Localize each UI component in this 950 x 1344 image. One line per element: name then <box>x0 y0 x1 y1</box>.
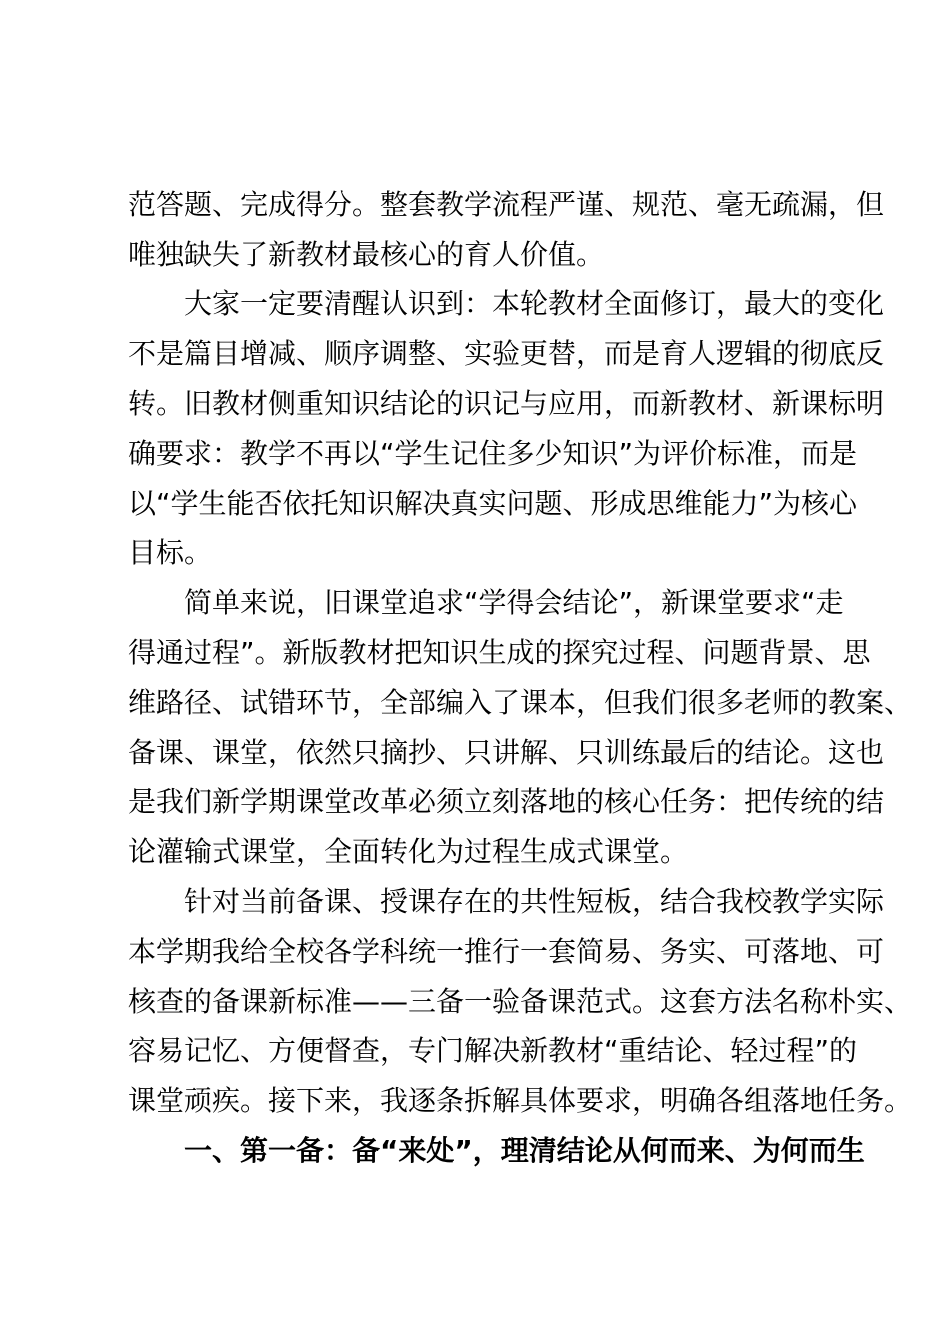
text-line-14: 论灌输式课堂，全面转化为过程生成式课堂。 <box>128 835 689 868</box>
text-line-15: 针对当前备课、授课存在的共性短板，结合我校教学实际 <box>184 885 885 918</box>
text-line-1: 范答题、完成得分。整套教学流程严谨、规范、毫无疏漏，但 <box>128 188 885 221</box>
text-line-11: 维路径、试错环节，全部编入了课本，但我们很多老师的教案、 <box>128 686 913 719</box>
text-line-4: 不是篇目增减、顺序调整、实验更替，而是育人逻辑的彻底反 <box>128 337 885 370</box>
text-line-3: 大家一定要清醒认识到：本轮教材全面修订，最大的变化 <box>184 287 885 320</box>
text-line-12: 备课、课堂，依然只摘抄、只讲解、只训练最后的结论。这也 <box>128 736 885 769</box>
text-line-10: 得通过程”。新版教材把知识生成的探究过程、问题背景、思 <box>128 636 871 669</box>
text-line-2: 唯独缺失了新教材最核心的育人价值。 <box>128 238 605 271</box>
text-line-19: 课堂顽疾。接下来，我逐条拆解具体要求，明确各组落地任务。 <box>128 1084 913 1117</box>
text-line-6: 确要求：教学不再以“学生记住多少知识”为评价标准，而是 <box>128 437 858 470</box>
text-line-7: 以“学生能否依托知识解决真实问题、形成思维能力”为核心 <box>128 487 858 520</box>
text-line-8: 目标。 <box>128 536 213 569</box>
text-line-13: 是我们新学期课堂改革必须立刻落地的核心任务：把传统的结 <box>128 785 885 818</box>
text-line-5: 转。旧教材侧重知识结论的识记与应用，而新教材、新课标明 <box>128 387 885 420</box>
text-line-16: 本学期我给全校各学科统一推行一套简易、务实、可落地、可 <box>128 935 885 968</box>
text-line-18: 容易记忆、方便督查，专门解决新教材“重结论、轻过程”的 <box>128 1034 858 1067</box>
text-line-17: 核查的备课新标准——三备一验备课范式。这套方法名称朴实、 <box>128 985 913 1018</box>
text-line-9: 简单来说，旧课堂追求“学得会结论”，新课堂要求“走 <box>184 586 844 619</box>
section-heading: 一、第一备：备“来处”，理清结论从何而来、为何而生 <box>184 1134 865 1167</box>
